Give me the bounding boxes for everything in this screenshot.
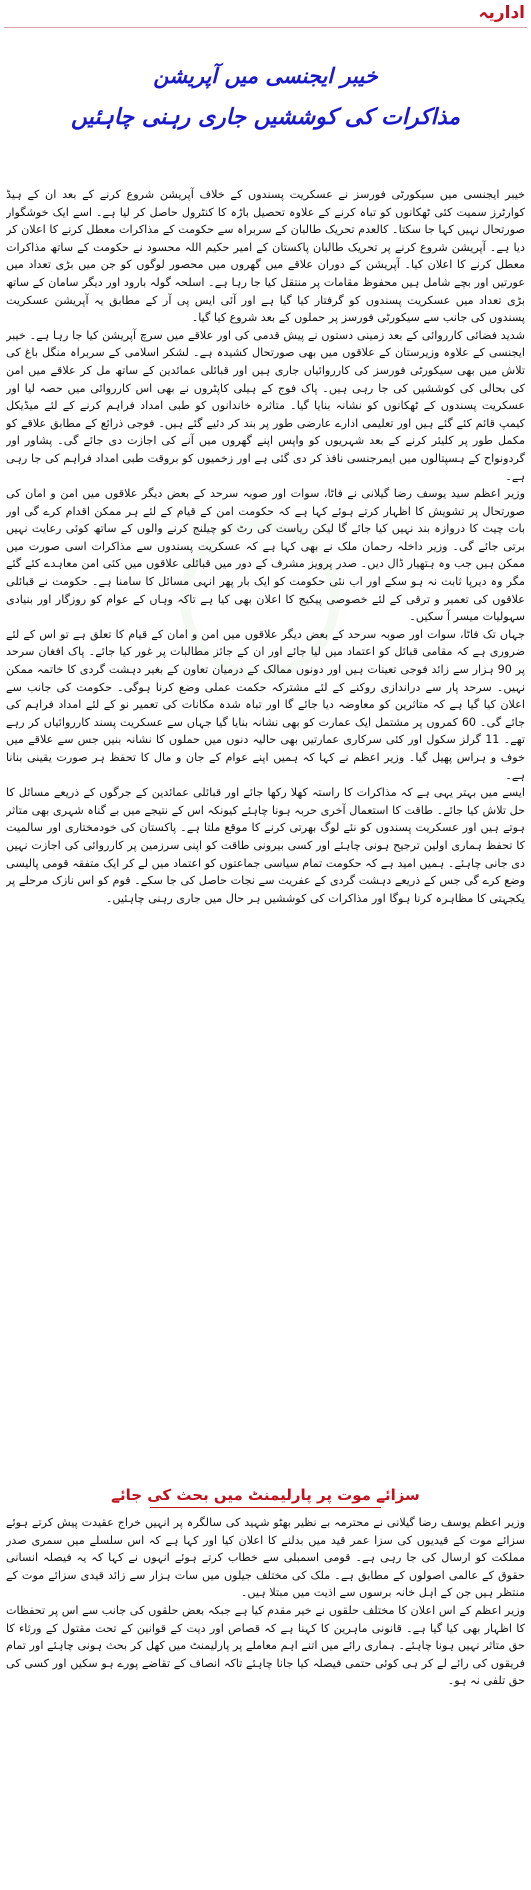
editorial-paragraph: جہاں تک فاٹا، سوات اور صوبہ سرحد کے بعض دیگر علاقوں میں امن و امان کے قیام کا تعلق ہے تو اس کے لئے ضروری ہے کہ مقامی قبائل کو اعتماد میں لیا جائے اور ان کے جائز مطالبات پر غور کیا جائے۔ پاک افغان سرحد پر 90 ہزار سے زائد فوجی تعینات ہیں اور دونوں ممالک کے درمیان تعاون کے بغیر دہشت گردی کا خاتمہ ممکن نہیں۔ سرحد پار سے دراندازی روکنے کے لئے مشترکہ حکمت عملی وضع کرنا ہوگی۔ حکومت کی جانب سے اعلان کیا گیا ہے کہ متاثرین کو معاوضہ دیا جائے گا اور تباہ شدہ مکانات کی تعمیر نو کے لئے امداد فراہم کی جائے گی۔ 60 کمروں پر مشتمل ایک عمارت کو بھی نشانہ بنایا گیا جہاں سے عسکریت پسند کارروائیاں کر رہے تھے۔ 11 گرلز سکول اور کئی سرکاری عمارتیں بھی حالیہ دنوں میں حملوں کا نشانہ بنیں جس سے علاقے میں خوف و ہراس پھیل گیا۔ وزیر اعظم نے کہا کہ ہمیں اپنے عوام کے جان و مال کا تحفظ ہر صورت یقینی بنانا ہے۔ — [6, 627, 525, 782]
editorial-headline: خیبر ایجنسی میں آپریشن — [153, 64, 378, 88]
second-article-headline: سزائے موت پر پارلیمنٹ میں بحث کی جائے — [111, 1486, 420, 1504]
editorial-subheadline: مذاکرات کی کوششیں جاری رہنی چاہئیں — [70, 105, 461, 130]
editorial-paragraph: شدید فضائی کارروائی کے بعد زمینی دستوں نے پیش قدمی کی اور علاقے میں سرچ آپریشن کیا جا رہا ہے۔ خیبر ایجنسی کے علاوہ وزیرستان کے علاقوں میں بھی صورتحال کشیدہ ہے۔ لشکر اسلامی کے سربراہ منگل باغ کی تلاش میں بھی سیکورٹی فورسز کی کارروائیاں جاری ہیں اور قبائلی عمائدین کے ساتھ مل کر علاقے میں امن کی بحالی کی کوششیں کی جا رہی ہیں۔ پاک فوج کے ہیلی کاپٹروں نے بھی اس کارروائی میں حصہ لیا اور عسکریت پسندوں کے ٹھکانوں کو نشانہ بنایا گیا۔ متاثرہ خاندانوں کو طبی امداد فراہم کرنے کے لئے میڈیکل کیمپ قائم کئے گئے ہیں اور تعلیمی ادارے عارضی طور پر بند کر دئیے گئے ہیں۔ فوجی ذرائع کے مطابق علاقے کو مکمل طور پر کلیئر کرنے کے بعد شہریوں کو واپس اپنے گھروں میں آنے کی اجازت دی جائے گی۔ پشاور اور گردونواح کے ہسپتالوں میں ایمرجنسی نافذ کر دی گئی ہے اور زخمیوں کو بروقت طبی امداد فراہم کی جا رہی ہے۔ — [6, 328, 525, 483]
section-label: اداریہ — [478, 3, 525, 23]
second-article-underline — [150, 1507, 381, 1508]
second-article-paragraph: وزیر اعظم یوسف رضا گیلانی نے محترمہ بے نظیر بھٹو شہید کی سالگرہ پر انہیں خراج عقیدت پیش کرتے ہوئے سزائے موت کے قیدیوں کی سزا عمر قید میں بدلنے کا اعلان کیا اور کہا ہے کہ اس سلسلے میں سمری صدر مملکت کو ارسال کی جا رہی ہے۔ قومی اسمبلی سے خطاب کرتے ہوئے انہوں نے کہا کہ یہ فیصلہ انسانی حقوق کے عالمی اصولوں کے مطابق ہے۔ ملک کی مختلف جیلوں میں سات ہزار سے زائد قیدی سزائے موت کے منتظر ہیں جن کے اہل خانہ برسوں سے اذیت میں مبتلا ہیں۔ — [6, 1516, 525, 1600]
section-divider — [4, 27, 527, 28]
editorial-paragraph: خیبر ایجنسی میں سیکورٹی فورسز نے عسکریت پسندوں کے خلاف آپریشن شروع کرنے کے بعد ان کے ہیڈ کوارٹرز سمیت کئی ٹھکانوں کو تباہ کرنے کے علاوہ تحصیل باڑہ کا کنٹرول حاصل کر لیا ہے۔ اسے ایک خوشگوار صورتحال نہیں کہا جا سکتا۔ کالعدم تحریک طالبان کے سربراہ سے حکومت کے مذاکرات معطل کرنے کا اعلان کر دیا ہے۔ آپریشن شروع کرنے پر تحریک طالبان پاکستان کے امیر حکیم اللہ محسود نے حکومت کے ساتھ مذاکرات معطل کرنے کا اعلان کیا۔ آپریشن کے دوران علاقے میں گھروں میں محصور لوگوں کو جن میں بڑی تعداد میں عورتیں اور بچے شامل ہیں محفوظ مقامات پر منتقل کیا جا رہا ہے۔ اسلحہ گولہ بارود اور دیگر سامان کے ساتھ بڑی تعداد میں عسکریت پسندوں کو گرفتار کیا گیا ہے اور آئی ایس پی آر کے مطابق یہ آپریشن عسکریت پسندوں کی جانب سے سیکورٹی فورسز پر حملوں کے بعد شروع کیا گیا۔ — [6, 188, 525, 325]
second-article-paragraph: وزیر اعظم کے اس اعلان کا مختلف حلقوں نے خیر مقدم کیا ہے جبکہ بعض حلقوں کی جانب سے اس پر تحفظات کا اظہار بھی کیا گیا ہے۔ قانونی ماہرین کا کہنا ہے کہ قصاص اور دیت کے قوانین کے تحت مقتول کے ورثاء کا حق متاثر نہیں ہونا چاہئے۔ ہماری رائے میں اتنے اہم معاملے پر پارلیمنٹ میں کھل کر بحث ہونی چاہئے اور تمام فریقوں کی رائے لے کر ہی کوئی حتمی فیصلہ کیا جانا چاہئے تاکہ انصاف کے تقاضے پورے ہو سکیں اور کسی کی حق تلفی نہ ہو۔ — [6, 1603, 525, 1688]
editorial-paragraph: وزیر اعظم سید یوسف رضا گیلانی نے فاٹا، سوات اور صوبہ سرحد کے بعض دیگر علاقوں میں امن و امان کی صورتحال پر تشویش کا اظہار کرتے ہوئے کہا ہے کہ حکومت امن کے قیام کے لئے ہر ممکن اقدام کرے گی اور بات چیت کا دروازہ بند نہیں کیا جائے گا لیکن ریاست کی رٹ کو چیلنج کرنے والوں کے ساتھ کوئی رعایت نہیں برتی جائے گی۔ وزیر داخلہ رحمان ملک نے بھی کہا ہے کہ عسکریت پسندوں سے مذاکرات اسی صورت میں ممکن ہیں جب وہ ہتھیار ڈال دیں۔ صدر پرویز مشرف کے دور میں قبائلی علاقوں میں کئی امن معاہدے کئے گئے مگر وہ دیرپا ثابت نہ ہو سکے اور اب نئی حکومت کو ایک بار پھر انہی مسائل کا سامنا ہے۔ حکومت نے قبائلی علاقوں کی تعمیر و ترقی کے لئے خصوصی پیکیج کا اعلان بھی کیا ہے تاکہ وہاں کے عوام کو روزگار اور بنیادی سہولیات میسر آ سکیں۔ — [6, 487, 525, 624]
editorial-paragraph: ایسے میں بہتر یہی ہے کہ مذاکرات کا راستہ کھلا رکھا جائے اور قبائلی عمائدین کے جرگوں کے ذریعے مسائل کا حل تلاش کیا جائے۔ طاقت کا استعمال آخری حربہ ہونا چاہئے کیونکہ اس کے نتیجے میں بے گناہ شہری بھی متاثر ہوتے ہیں اور عسکریت پسندوں کو نئے لوگ بھرتی کرنے کا موقع ملتا ہے۔ پاکستان کی خودمختاری اور سالمیت کا تحفظ ہماری اولین ترجیح ہونی چاہئے اور کسی بیرونی طاقت کو اپنی سرزمین پر کارروائی کی اجازت نہیں دی جانی چاہئے۔ ہمیں امید ہے کہ حکومت تمام سیاسی جماعتوں کو اعتماد میں لے کر ایک متفقہ قومی پالیسی وضع کرے گی جس کے ذریعے دہشت گردی کے عفریت سے نجات حاصل کی جا سکے۔ قوم کو اس نازک مرحلے پر یکجہتی کا مظاہرہ کرنا ہوگا اور مذاکرات کی کوششیں ہر حال میں جاری رہنی چاہئیں۔ — [6, 786, 525, 905]
second-article-body — [6, 1514, 525, 1886]
editorial-body — [6, 186, 525, 1476]
